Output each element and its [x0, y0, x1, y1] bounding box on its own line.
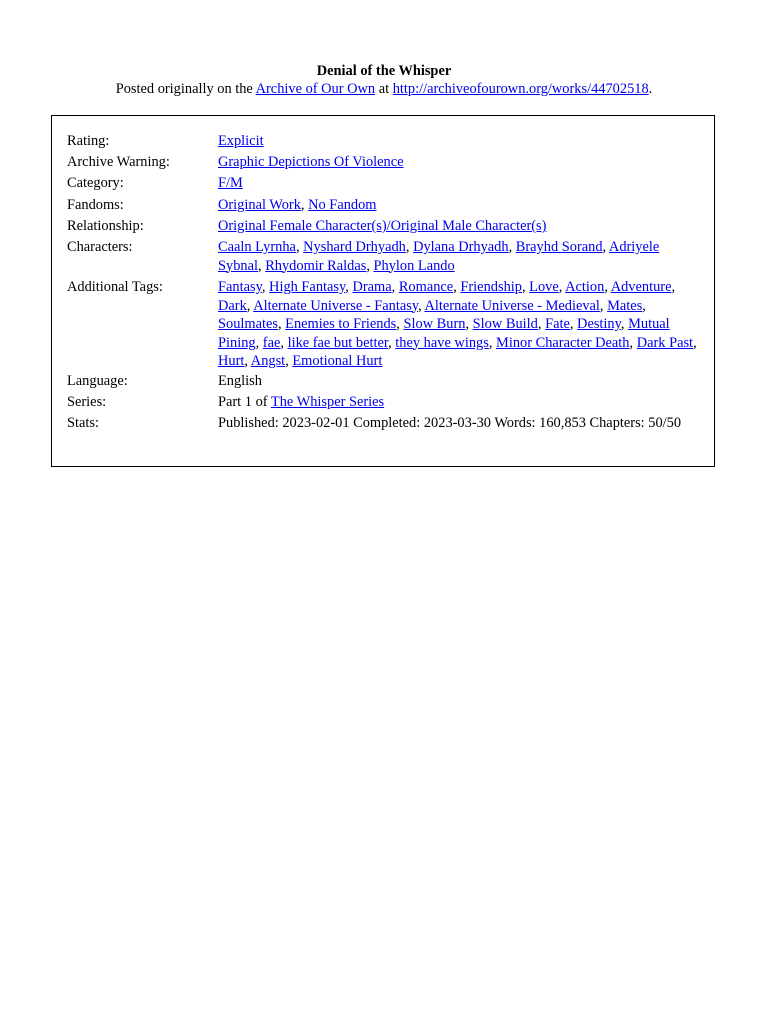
characters-value: Caaln Lyrnha, Nyshard Drhyadh, Dylana Drhyadh, Brayhd Sorand, Adriyele Sybnal, Rhydomir Raldas, Phylon Lando [218, 239, 660, 274]
category-value [218, 174, 699, 193]
archive-link[interactable]: Archive of Our Own [255, 81, 376, 97]
tag-link[interactable]: Adventure [610, 279, 672, 295]
tag-link[interactable]: fae [262, 334, 281, 351]
language-label: Language: [67, 373, 128, 389]
fandoms-label: Fandoms: [67, 197, 124, 213]
tag-link[interactable]: Soulmates [218, 316, 278, 332]
tag-link[interactable]: Caaln Lyrnha [218, 239, 296, 255]
language-value: English [218, 373, 262, 389]
period: . [648, 81, 653, 97]
relationship-label: Relationship: [67, 218, 144, 234]
tag-link[interactable]: Graphic Depictions Of Violence [218, 154, 404, 170]
tag-link[interactable]: Dylana Drhyadh [413, 239, 509, 255]
tag-link[interactable]: Explicit [218, 133, 264, 149]
tag-link[interactable]: Angst [250, 353, 286, 369]
tag-link[interactable]: Original Work [218, 197, 301, 213]
tag-link[interactable]: like fae but better [287, 334, 389, 351]
series-label: Series: [67, 394, 107, 410]
stats-value: Published: 2023-02-01 Completed: 2023-03-30 Words: 160,853 Chapters: 50/50 [218, 415, 682, 431]
tag-link[interactable]: Love [529, 279, 559, 295]
tag-link[interactable]: Adriyele Sybnal [218, 239, 660, 274]
tag-link[interactable]: Phylon Lando [373, 257, 455, 274]
tag-link[interactable]: Alternate Universe - Medieval [424, 297, 600, 314]
warning-label: Archive Warning: [67, 154, 170, 170]
tag-link[interactable]: Enemies to Friends [285, 316, 397, 332]
tag-link[interactable]: Romance [398, 279, 454, 295]
tag-link[interactable]: Action [565, 279, 605, 295]
stats-label: Stats: [67, 415, 99, 431]
tag-link[interactable]: Rhydomir Raldas [265, 257, 367, 274]
tag-link[interactable]: Minor Character Death [496, 334, 630, 351]
tag-link[interactable]: Mates [607, 297, 643, 314]
rating-value [218, 132, 699, 151]
series-link[interactable]: The Whisper Series [270, 394, 385, 410]
tag-link[interactable]: F/M [218, 175, 243, 191]
tag-link[interactable]: Slow Burn [403, 316, 466, 332]
tag-link[interactable]: High Fantasy [269, 279, 346, 295]
at-text: at [375, 81, 393, 97]
category-label: Category: [67, 175, 124, 191]
fandoms-value: Original Work, No Fandom [218, 197, 377, 213]
tag-link[interactable]: they have wings [395, 334, 489, 351]
tag-link[interactable]: Nyshard Drhyadh [303, 239, 406, 255]
tag-link[interactable]: Dark [218, 297, 247, 314]
tag-link[interactable]: Drama [352, 279, 392, 295]
characters-label: Characters: [67, 239, 133, 255]
tag-link[interactable]: Destiny [577, 316, 621, 332]
work-metadata-box [51, 115, 715, 467]
tag-link[interactable]: Dark Past [636, 334, 694, 351]
work-url-link[interactable]: http://archiveofourown.org/works/44702518 [392, 81, 649, 97]
tag-link[interactable]: Fate [545, 316, 570, 332]
warning-value [218, 153, 699, 172]
tag-link[interactable]: Mutual Pining [218, 316, 670, 351]
tag-link[interactable]: Slow Build [472, 316, 538, 332]
tag-link[interactable]: Original Female Character(s)/Original Male Character(s) [218, 218, 547, 234]
posted-line [0, 80, 768, 98]
posted-prefix: Posted originally on the [115, 81, 256, 97]
tag-link[interactable]: Brayhd Sorand [515, 239, 603, 255]
work-header [0, 62, 768, 98]
rating-label: Rating: [67, 133, 110, 149]
tag-link[interactable]: Hurt [218, 353, 245, 369]
series-prefix: Part 1 of [218, 394, 271, 410]
additional-tags-value: Fantasy, High Fantasy, Drama, Romance, Friendship, Love, Action, Adventure, Dark, Alternate Universe - Fantasy, Alternate Universe - Medieval, Mates, Soulmates, Enemies to Friends, Slow Burn, Slow Build, Fate, Destiny, Mutual Pining, fae, like fae but better, they have wings, Minor Character Death, Dark Past, Hurt, Angst, Emotional Hurt [218, 279, 697, 369]
work-title: Denial of the Whisper [316, 63, 452, 79]
relationship-value [218, 217, 699, 236]
additional-tags-label: Additional Tags: [67, 279, 163, 295]
tag-link[interactable]: Fantasy [218, 279, 262, 295]
tag-link[interactable]: Alternate Universe - Fantasy [253, 297, 419, 314]
series-value [218, 393, 699, 412]
tag-link[interactable]: Friendship [460, 279, 522, 295]
tag-link[interactable]: No Fandom [308, 197, 377, 213]
tag-link[interactable]: Emotional Hurt [292, 353, 383, 369]
